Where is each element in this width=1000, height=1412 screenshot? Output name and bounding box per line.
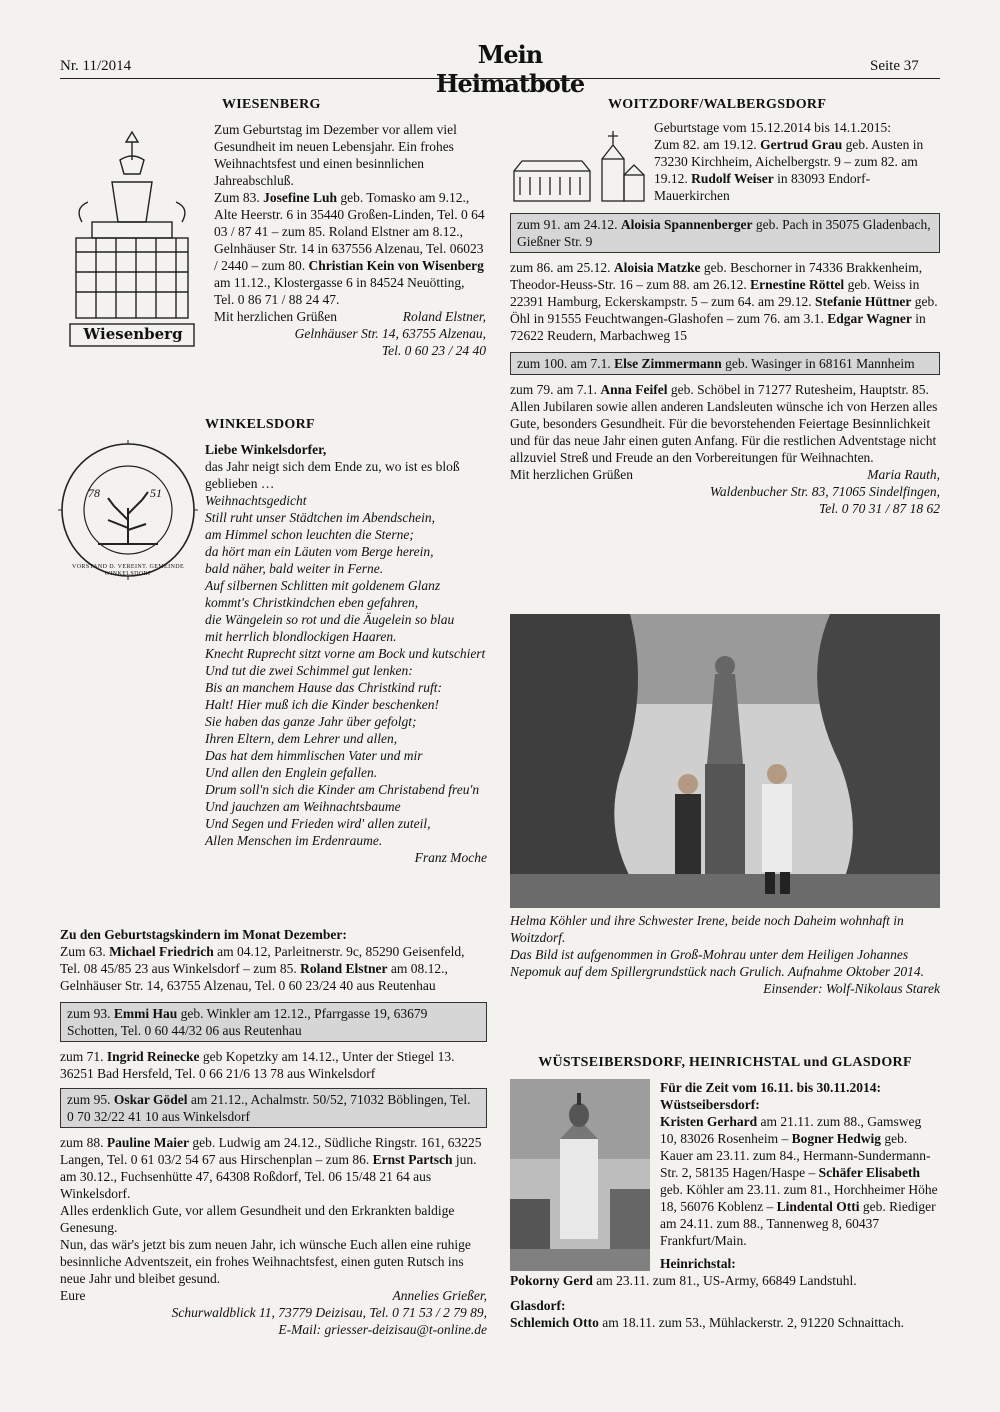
wiesenberg-heading: WIESENBERG [222, 97, 321, 112]
church-village-icon [510, 119, 648, 205]
person-name: Emmi Hau [113, 1006, 178, 1021]
person-name: Roland Elstner [300, 961, 388, 976]
seal-year-right: 51 [150, 486, 162, 500]
poem-line: Ihren Eltern, dem Lehrer und allen, [205, 731, 398, 746]
woitzdorf-intro: Geburtstage vom 15.12.2014 bis 14.1.2015: Zum 82. am 19.12. Gertrud Grau geb. Austen in 73230 Kirchheim, Aichelbergstr. 9 – zum 82. am 19.12. Rudolf Weiser in 83093 Endorf-Mauerkirchen [654, 120, 924, 203]
glasdorf-entry: Schlemich Otto am 18.11. zum 53., Mühlackerstr. 2, 91220 Schnaittach. [510, 1315, 904, 1330]
person-name: Pokorny Gerd [510, 1273, 593, 1288]
highlight-box: zum 95. Oskar Gödel am 21.12., Achalmstr. 50/52, 71032 Böblingen, Tel. 0 70 32/22 41 10 aus Winkelsdorf [60, 1088, 487, 1128]
closing: Nun, das wär's jetzt bis zum neuen Jahr, ich wünsche Euch allen eine ruhige besinnliche Adventszeit, ein frohes Weihnachtsfest, einen guten Rutsch ins neue Jahr und bleibet gesund. [60, 1237, 471, 1286]
poem-line: Das hat dem himmlischen Vater und mir [205, 748, 423, 763]
person-name: Ingrid Reinecke [106, 1049, 200, 1064]
poem-line: Allen Menschen im Erdenraume. [205, 833, 383, 848]
signoff: Mit herzlichen Grüßen Maria Rauth, [510, 467, 940, 482]
highlight-box: zum 91. am 24.12. Aloisia Spannenberger geb. Pach in 35075 Gladenbach, Gießner Str. 9 [510, 213, 940, 253]
person-name: Aloisia Matzke [613, 260, 701, 275]
person-name: Bogner Hedwig [791, 1131, 882, 1146]
fountain-icon [62, 112, 202, 352]
poem-line: Und Segen und Frieden wird' allen zuteil, [205, 816, 431, 831]
poem-line: Halt! Hier muß ich die Kinder beschenken! [205, 697, 439, 712]
wiesenberg-birthdays: Zum 83. Josefine Luh geb. Tomasko am 9.12., Alte Heerstr. 6 in 35440 Großen-Linden, Tel. 0 64 03 / 87 41 – zum 85. Roland Elstner am 8.12., Gelnhäuser Str. 14 in 637556 Alzenau, Tel. 06023 / 2440 – zum 80. Christian Kein von Wisenberg am 11.12., Klostergasse 6 in 84524 Neuötting, Tel. 0 86 71 / 88 24 47. [214, 190, 485, 307]
email: E-Mail: griesser-deizisau@t-online.de [278, 1322, 487, 1337]
heinrichstal-entry: Pokorny Gerd am 23.11. zum 81., US-Army, 66849 Landstuhl. [510, 1273, 857, 1288]
poem-title: Weihnachtsgedicht [205, 493, 307, 508]
person-name: Lindental Otti [776, 1199, 860, 1214]
winkelsdorf-salutation: Liebe Winkelsdorfer, [205, 442, 327, 457]
tree-seal-icon [58, 440, 198, 580]
poem-line: da hört man ein Läuten vom Berge herein, [205, 544, 434, 559]
wishes: Allen Jubilaren sowie allen anderen Landsleuten wünsche ich von Herzen alles Gute, besonders Gesundheit. Für die bevorstehenden Feiertage Besinnlichkeit und für das neue Jahr einen guten Anfang. Für die restlichen Adventstage nicht allzuviel Streß und Freude an den Vorbereitungen für Weihnachten. [510, 399, 938, 465]
birthday-paragraph: zum 88. Pauline Maier geb. Ludwig am 24.12., Südliche Ringstr. 161, 63225 Langen, Tel. 0 61 03/2 54 67 aus Hirschenplan – zum 86. Ernst Partsch jun. am 30.12., Fuchsenhütte 47, 64308 Roßdorf, Tel. 06 15/48 21 64 aus Winkelsdorf. [60, 1135, 482, 1201]
poem-line: Und allen den Englein gefallen. [205, 765, 378, 780]
issue-number: Nr. 11/2014 [60, 58, 132, 74]
wiesenberg-address: Gelnhäuser Str. 14, 63755 Alzenau, [294, 326, 486, 341]
poem-line: Knecht Ruprecht sitzt vorne am Bock und kutschiert [205, 646, 486, 661]
wiesenberg-phone: Tel. 0 60 23 / 24 40 [381, 343, 486, 358]
photo-statue-trees [510, 614, 940, 908]
person-name: Ernst Partsch [372, 1152, 453, 1167]
crest-label: Wiesenberg [83, 325, 183, 343]
person-name: Schäfer Elisabeth [818, 1165, 920, 1180]
caption-line: Helma Köhler und ihre Schwester Irene, beide noch Daheim wohnhaft in Woitzdorf. [510, 913, 904, 945]
address: Schurwaldblick 11, 73779 Deizisau, Tel. 0 71 53 / 2 79 89, [171, 1305, 487, 1320]
birthday-paragraph: Zum 63. Michael Friedrich am 04.12, Parleitnerstr. 9c, 85290 Geisenfeld, Tel. 08 45/85 23 aus Winkelsdorf – zum 85. Roland Elstner am 08.12., Gelnhäuser Str. 14, 63755 Alzenau, Tel. 0 60 23/24 40 aus Reutenhau [60, 944, 465, 993]
poem-line: Drum soll'n sich die Kinder am Christabend freu'n [205, 782, 480, 797]
person-name: Rudolf Weiser [691, 171, 774, 186]
poem [205, 509, 487, 849]
person-name: Michael Friedrich [109, 944, 214, 959]
woitzdorf-heading: WOITZDORF/WALBERGSDORF [608, 97, 827, 112]
person-name: Schlemich Otto [510, 1315, 599, 1330]
birthday-heading: Zu den Geburtstagskindern im Monat Dezember: [60, 927, 347, 942]
seal-text: VORSTAND D. VEREINT. GEMEINDE WINKELSDORF [71, 564, 185, 577]
winkelsdorf-heading: WINKELSDORF [205, 417, 315, 432]
poet: Franz Moche [414, 850, 487, 865]
person-name: Ernestine Röttel [750, 277, 845, 292]
person-name: Else Zimmermann [614, 356, 722, 371]
wiesenberg-signoff: Mit herzlichen Grüßen Roland Elstner, [214, 309, 486, 324]
wuestseibersdorf-list: Für die Zeit vom 16.11. bis 30.11.2014: Wüstseibersdorf: Kristen Gerhard am 21.11. zum 88., Gamsweg 10, 83026 Rosenheim – Bogner Hedwig geb. Kauer am 23.11. zum 84., Hermann-Sundermann-Str. 2, 58135 Hagen/Haspe – Schäfer Elisabeth geb. Köhler am 23.11. zum 81., Horchheimer Höhe 18, 56076 Koblenz – Lindental Otti geb. Riediger am 24.11. zum 88., Tannenweg 8, 60437 Frankfurt/Main. Heinrichstal: [660, 1080, 938, 1271]
person-name: Anna Feifel [600, 382, 668, 397]
birthday-paragraph: zum 79. am 7.1. Anna Feifel geb. Schöbel in 71277 Rutesheim, Hauptstr. 85. [510, 382, 929, 397]
poem-line: am Himmel schon leuchten die Sterne; [205, 527, 414, 542]
wishes: Alles erdenklich Gute, vor allem Gesundheit und den Erkrankten baldige Genesung. [60, 1203, 455, 1235]
person-name: Pauline Maier [106, 1135, 189, 1150]
person-name: Christian Kein von Wisenberg [308, 258, 484, 273]
masthead-logo: Mein Heimatbote [435, 40, 585, 98]
photo-caption [510, 912, 940, 997]
caption-line: Das Bild ist aufgenommen in Groß-Mohrau unter dem Heiligen Johannes Nepomuk auf dem Spillergrundstück nach Grulich. Aufnahme Oktober 2014. Einsender: Wolf-Nikolaus Starek [510, 947, 940, 996]
winkelsdorf-section [205, 416, 487, 866]
person-name: Oskar Gödel [113, 1092, 188, 1107]
poem-line: kommt's Christkindchen eben gefahren, [205, 595, 419, 610]
poem-line: Bis an manchem Hause das Christkind ruft: [205, 680, 442, 695]
wuestseibersdorf-row [510, 1079, 940, 1272]
person-name: Stefanie Hüttner [814, 294, 912, 309]
seal-year-left: 78 [88, 486, 100, 500]
winkelsdorf-intro: das Jahr neigt sich dem Ende zu, wo ist es bloß geblieben … [205, 459, 460, 491]
address: Waldenbucher Str. 83, 71065 Sindelfingen, [709, 484, 940, 499]
person-name: Kristen Gerhard [660, 1114, 758, 1129]
woitzdorf-intro-row [510, 119, 940, 205]
person-name: Josefine Luh [263, 190, 338, 205]
poem-line: mit herrlich blondlockigen Haaren. [205, 629, 397, 644]
person-name: Gertrud Grau [760, 137, 843, 152]
poem-line: die Wängelein so rot und die Äugelein so blau [205, 612, 455, 627]
glasdorf-heading: Glasdorf: [510, 1298, 566, 1313]
page-number: Seite 37 [870, 58, 919, 74]
wiesenberg-crest [62, 112, 202, 352]
poem-line: bald näher, bald weiter in Ferne. [205, 561, 384, 576]
phone: Tel. 0 70 31 / 87 18 62 [818, 501, 940, 516]
winkelsdorf-birthdays [60, 926, 487, 1338]
header-rule [60, 78, 940, 79]
wiesenberg-intro: Zum Geburtstag im Dezember vor allem viel Gesundheit im neuen Lebensjahr. Ein frohes Weihnachtsfest und einen besinnlichen Jahreabschluß. [214, 122, 457, 188]
signoff: Eure Annelies Grießer, [60, 1288, 487, 1303]
wuestseibersdorf-heading: WÜSTSEIBERSDORF, HEINRICHSTAL und GLASDORF [538, 1055, 912, 1070]
wuestseibersdorf-section [510, 1054, 940, 1331]
poem-line: Und jauchzen am Weihnachtsbaume [205, 799, 401, 814]
birthday-paragraph: zum 86. am 25.12. Aloisia Matzke geb. Beschorner in 74336 Brakkenheim, Theodor-Heuss-Str. 16 – zum 88. am 26.12. Ernestine Röttel geb. Weiss in 22391 Hamburg, Eckerskampstr. 5 – zum 64. am 29.12. Stefanie Hüttner geb. Öhl in 91555 Feuchtwangen-Glashofen – zum 76. am 3.1. Edgar Wagner in 72622 Reudern, Marbachweg 15 [510, 260, 938, 343]
winkelsdorf-seal [58, 440, 198, 580]
poem-line: Sie haben das ganze Jahr über gefolgt; [205, 714, 417, 729]
poem-line: Auf silbernen Schlitten mit goldenem Glanz [205, 578, 441, 593]
church-photo [510, 1079, 650, 1271]
photo-image [510, 614, 940, 908]
highlight-box: zum 100. am 7.1. Else Zimmermann geb. Wasinger in 68161 Mannheim [510, 352, 940, 375]
person-name: Aloisia Spannenberger [620, 217, 753, 232]
person-name: Edgar Wagner [827, 311, 912, 326]
wiesenberg-section [214, 96, 486, 359]
poem-line: Still ruht unser Städtchen im Abendschein, [205, 510, 435, 525]
birthday-paragraph: zum 71. Ingrid Reinecke geb Kopetzky am 14.12., Unter der Stiegel 13. 36251 Bad Hersfeld, Tel. 0 66 21/6 13 78 aus Winkelsdorf [60, 1049, 455, 1081]
highlight-box: zum 93. Emmi Hau geb. Winkler am 12.12., Pfarrgasse 19, 63679 Schotten, Tel. 0 60 44/32 06 aus Reutenhau [60, 1002, 487, 1042]
poem-line: Und tut die zwei Schimmel gut lenken: [205, 663, 413, 678]
woitzdorf-section [510, 96, 940, 517]
